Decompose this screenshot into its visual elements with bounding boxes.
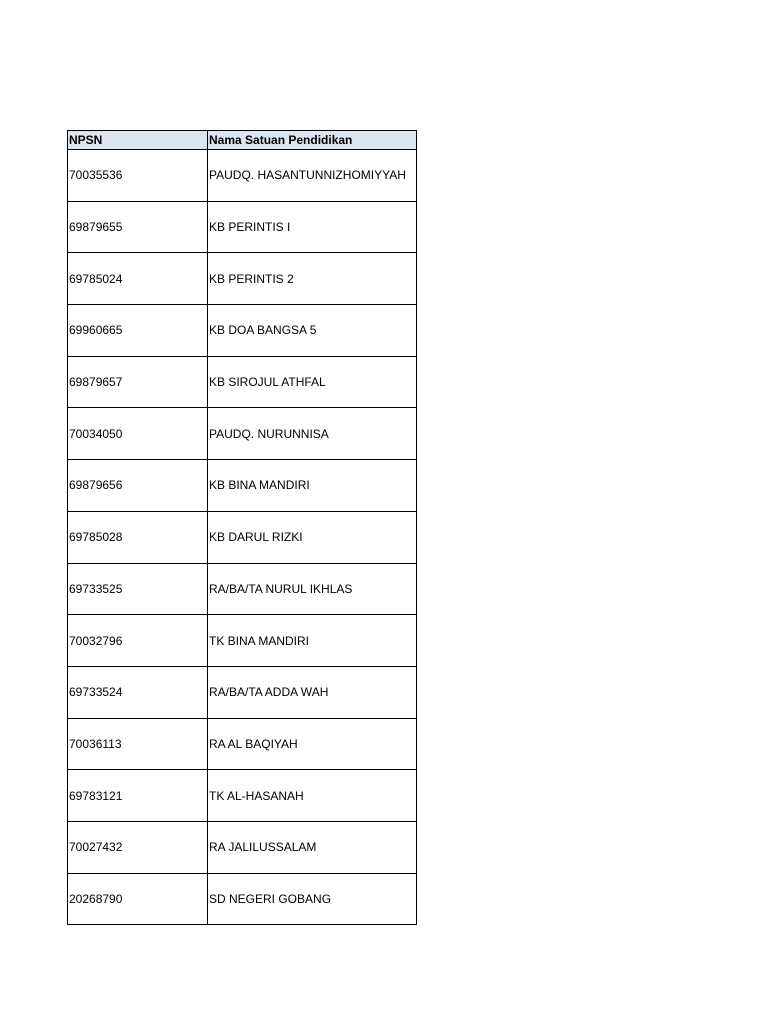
table-row [68, 356, 417, 408]
npsn-cell: 70027432 [68, 821, 208, 873]
table-row [68, 305, 417, 357]
npsn-cell: 69785028 [68, 511, 208, 563]
table-row [68, 770, 417, 822]
npsn-cell: 70032796 [68, 615, 208, 667]
table-row [68, 201, 417, 253]
school-name-cell: KB SIROJUL ATHFAL [208, 356, 417, 408]
table-row [68, 460, 417, 512]
table-row [68, 821, 417, 873]
npsn-cell: 70036113 [68, 718, 208, 770]
npsn-cell: 69879656 [68, 460, 208, 512]
school-name-cell: TK AL-HASANAH [208, 770, 417, 822]
table-row [68, 666, 417, 718]
school-table [67, 130, 417, 925]
school-name-cell: KB BINA MANDIRI [208, 460, 417, 512]
table-row [68, 615, 417, 667]
table-body [68, 150, 417, 925]
table-row [68, 718, 417, 770]
table-row [68, 253, 417, 305]
npsn-cell: 70034050 [68, 408, 208, 460]
school-name-cell: KB PERINTIS 2 [208, 253, 417, 305]
table-row [68, 150, 417, 202]
school-name-cell: SD NEGERI GOBANG [208, 873, 417, 925]
school-name-cell: KB DARUL RIZKI [208, 511, 417, 563]
header-school-name: Nama Satuan Pendidikan [208, 131, 417, 150]
npsn-cell: 69785024 [68, 253, 208, 305]
table-row [68, 511, 417, 563]
school-name-cell: RA/BA/TA ADDA WAH [208, 666, 417, 718]
school-name-cell: PAUDQ. HASANTUNNIZHOMIYYAH [208, 150, 417, 202]
school-name-cell: RA/BA/TA NURUL IKHLAS [208, 563, 417, 615]
school-name-cell: PAUDQ. NURUNNISA [208, 408, 417, 460]
school-name-cell: KB PERINTIS I [208, 201, 417, 253]
npsn-cell: 20268790 [68, 873, 208, 925]
npsn-cell: 69783121 [68, 770, 208, 822]
school-name-cell: RA JALILUSSALAM [208, 821, 417, 873]
npsn-cell: 70035536 [68, 150, 208, 202]
header-npsn: NPSN [68, 131, 208, 150]
table-row [68, 563, 417, 615]
table-row [68, 408, 417, 460]
school-name-cell: RA AL BAQIYAH [208, 718, 417, 770]
school-name-cell: TK BINA MANDIRI [208, 615, 417, 667]
table-row [68, 873, 417, 925]
school-name-cell: KB DOA BANGSA 5 [208, 305, 417, 357]
npsn-cell: 69733524 [68, 666, 208, 718]
npsn-cell: 69879657 [68, 356, 208, 408]
table-header [68, 131, 417, 150]
header-row [68, 131, 417, 150]
npsn-cell: 69879655 [68, 201, 208, 253]
npsn-cell: 69960665 [68, 305, 208, 357]
npsn-cell: 69733525 [68, 563, 208, 615]
